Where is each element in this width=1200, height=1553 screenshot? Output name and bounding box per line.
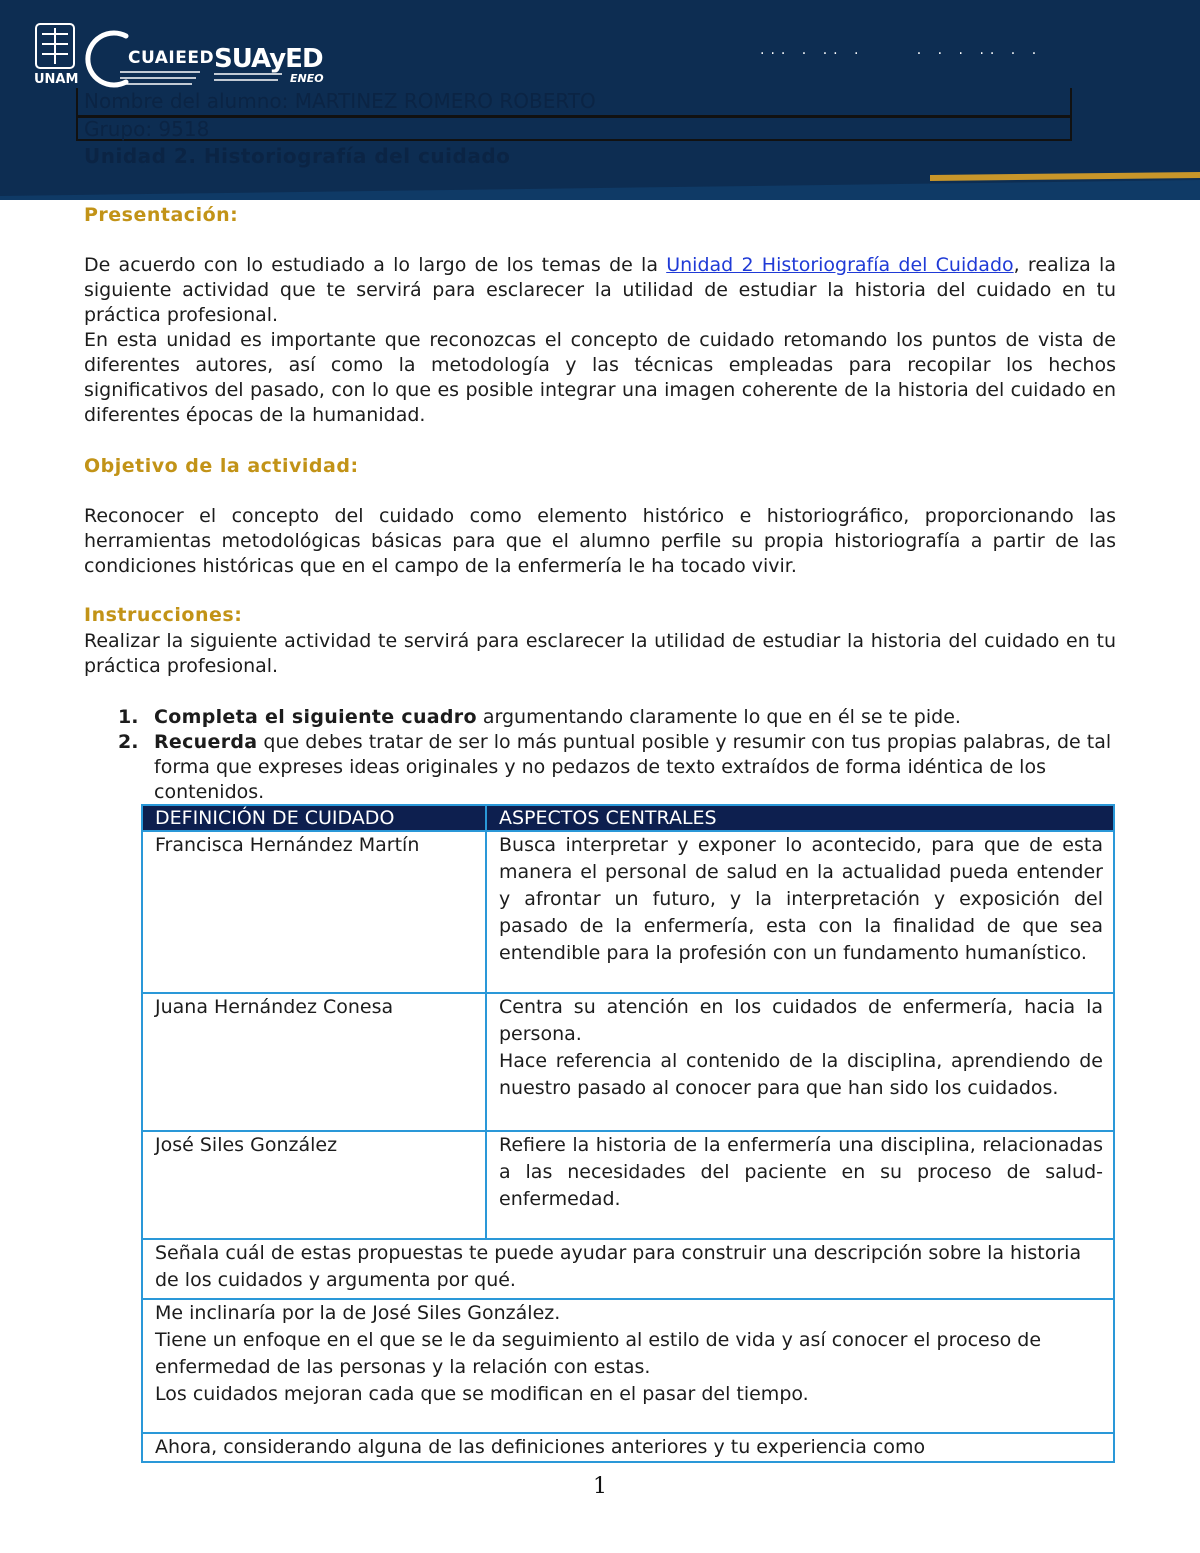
unam-logo-text: UNAM — [34, 72, 79, 87]
table-row — [142, 1239, 1114, 1299]
list-item-text: argumentando claramente lo que en él se te pide. — [476, 706, 961, 728]
table-header-row — [142, 805, 1114, 831]
objetivo-paragraph: Reconocer el concepto del cuidado como elemento histórico e historiográfico, proporcionando las herramientas metodológicas básicas para que el alumno perfile su propia historiografía a partir de las condiciones históricas que en el campo de la enfermería le ha tocado vivir. — [84, 505, 1116, 577]
list-item — [84, 705, 1116, 730]
answer-line: Los cuidados mejoran cada que se modifican en el pasar del tiempo. — [155, 1383, 809, 1405]
col-header-definicion: DEFINICIÓN DE CUIDADO — [142, 805, 486, 831]
answer-line: Tiene un enfoque en el que se le da seguimiento al estilo de vida y así conocer el proceso de enfermedad de las personas y la relación con estas. — [155, 1329, 1042, 1378]
unit-title: Unidad 2. Historiografía del cuidado — [84, 144, 511, 168]
aspects-line: Busca interpretar y exponer lo acontecido, para que de esta manera el personal de salud en la actualidad pueda entender y afrontar un futuro, y la interpretación y exposición del pasado de la enfermería, esta con la finalidad de que sea entendible para la profesión con un fundamento humanístico. — [499, 834, 1103, 964]
page-number: 1 — [593, 1474, 607, 1499]
aspects-line: Refiere la historia de la enfermería una disciplina, relacionadas a las necesidades del paciente en su proceso de salud-enfermedad. — [499, 1134, 1103, 1210]
unidad-2-link[interactable]: Unidad 2 Historiografía del Cuidado — [666, 254, 1014, 276]
header-decorative-dots: ··· · ·· · · · · ·· · · — [760, 46, 1043, 62]
table-row — [142, 1299, 1114, 1433]
author-cell: Juana Hernández Conesa — [142, 993, 486, 1131]
col-header-aspectos: ASPECTOS CENTRALES — [486, 805, 1114, 831]
aspects-cell — [486, 831, 1114, 993]
table-row — [142, 1131, 1114, 1239]
student-name-field: Nombre del alumno: MARTINEZ ROMERO ROBERTO — [76, 88, 1072, 117]
aspects-line: Centra su atención en los cuidados de enfermería, hacia la persona. — [499, 996, 1103, 1045]
objetivo-heading: Objetivo de la actividad: — [84, 455, 359, 477]
cuaieed-logo-text: CUAIEED — [128, 48, 215, 68]
presentacion-text-start: De acuerdo con lo estudiado a lo largo de los temas de la — [84, 254, 667, 276]
presentacion-paragraph-2: En esta unidad es importante que reconozcas el concepto de cuidado retomando los puntos de vista de diferentes autores, así como la metodología y las técnicas empleadas para recopilar los hechos significativos del pasado, con lo que es posible integrar una imagen coherente de la historia del cuidado en diferentes épocas de la humanidad. — [84, 329, 1116, 426]
aspects-cell — [486, 1131, 1114, 1239]
instrucciones-heading: Instrucciones: — [84, 604, 243, 626]
suayed-logo-text: SUAyED — [214, 44, 323, 74]
list-item-bold: Recuerda — [154, 731, 258, 753]
author-cell: José Siles González — [142, 1131, 486, 1239]
list-item-number: 1. — [118, 706, 139, 728]
instructions-list — [84, 705, 1116, 805]
list-item-bold: Completa el siguiente cuadro — [154, 706, 477, 728]
author-cell: Francisca Hernández Martín — [142, 831, 486, 993]
answer-line: Me inclinaría por la de José Siles González. — [155, 1302, 561, 1324]
group-field: Grupo: 9518 — [76, 116, 1072, 141]
eneo-logo-text: ENEO — [290, 72, 324, 85]
answer-cell[interactable] — [142, 1299, 1114, 1433]
question-cell: Señala cuál de estas propuestas te puede ayudar para construir una descripción sobre la historia de los cuidados y argumenta por qué. — [142, 1239, 1114, 1299]
aspects-cell — [486, 993, 1114, 1131]
table-row — [142, 831, 1114, 993]
instrucciones-paragraph: Realizar la siguiente actividad te servirá para esclarecer la utilidad de estudiar la historia del cuidado en tu práctica profesional. — [84, 630, 1116, 677]
activity-table — [141, 804, 1115, 1463]
list-item-number: 2. — [118, 731, 139, 753]
presentacion-paragraph-1 — [84, 253, 1116, 328]
table-row — [142, 1433, 1114, 1462]
list-item — [84, 730, 1116, 805]
presentacion-text-end: , realiza la siguiente actividad que te servirá para esclarecer la utilidad de estudiar la historia del cuidado en tu práctica profesional. — [84, 254, 1116, 326]
presentacion-heading: Presentación: — [84, 204, 239, 226]
table-row — [142, 993, 1114, 1131]
list-item-text: que debes tratar de ser lo más puntual posible y resumir con tus propias palabras, de tal forma que expreses ideas originales y no pedazos de texto extraídos de forma idéntica de los contenidos. — [154, 731, 1112, 803]
aspects-line: Hace referencia al contenido de la disciplina, aprendiendo de nuestro pasado al conocer para que han sido los cuidados. — [499, 1050, 1103, 1099]
next-question-cell: Ahora, considerando alguna de las definiciones anteriores y tu experiencia como — [142, 1433, 1114, 1462]
